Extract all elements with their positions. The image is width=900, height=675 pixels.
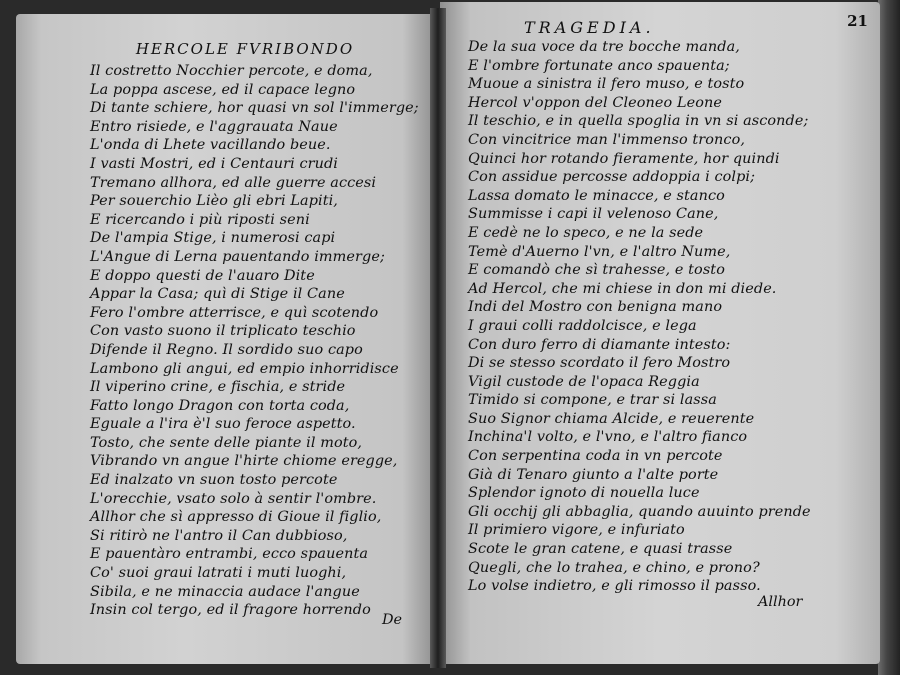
verse-line: De l'ampia Stige, i numerosi capi [90,230,336,247]
verse-line: Il teschio, e in quella spoglia in vn si asconde; [468,113,809,130]
verse-list-left [90,62,419,620]
verse-line: Sibila, e ne minaccia audace l'angue [90,583,360,600]
verse-line: Eguale a l'ira è'l suo feroce aspetto. [90,416,356,433]
verse-line: Ed inalzato vn suon tosto percote [90,472,338,489]
book-edge [878,0,900,675]
verse-line: Entro risiede, e l'aggrauata Naue [90,118,338,135]
verse-line: L'Angue di Lerna pauentando immerge; [90,248,385,265]
verse-line: E ricercando i più riposti seni [90,211,310,228]
verse-line: Si ritirò ne l'antro il Can dubbioso, [90,527,348,544]
verse-line: Fatto longo Dragon con torta coda, [90,397,350,414]
catchword-left: De [382,612,403,628]
verse-line: Appar la Casa; quì di Stige il Cane [90,286,345,303]
verse-line: Quinci hor rotando fieramente, hor quindi [468,150,780,167]
verse-line: E comandò che sì trahesse, e tosto [468,262,725,279]
verse-line: Lo volse indietro, e gli rimosso il passo. [468,578,761,595]
verse-line: Con serpentina coda in vn percote [468,448,723,465]
page-number: 21 [847,12,868,30]
verse-line: Lassa domato le minacce, e stanco [468,187,725,204]
catchword-right: Allhor [758,594,803,610]
verse-line: Gli occhij gli abbaglia, quando auuinto prende [468,503,811,520]
running-head-right: TRAGEDIA. [524,18,655,37]
verse-line: Timido si compone, e trar si lassa [468,392,717,409]
verse-line: Fero l'ombre atterrisce, e quì scotendo [90,304,379,321]
verse-line: Ad Hercol, che mi chiese in don mi diede. [468,280,777,297]
verse-line: Scote le gran catene, e quasi trasse [468,541,733,558]
verse-line: Inchina'l volto, e l'vno, e l'altro fianco [468,429,748,446]
verse-line: Di se stesso scordato il fero Mostro [468,355,731,372]
verse-line: L'orecchie, vsato solo à sentir l'ombre. [90,490,377,507]
verse-line: La poppa ascese, ed il capace legno [90,81,356,98]
verse-line: Per souerchio Lièo gli ebri Lapiti, [90,193,338,210]
verse-line: E l'ombre fortunate anco spauenta; [468,57,730,74]
verse-line: Con vasto suono il triplicato teschio [90,323,356,340]
verse-line: Insin col tergo, ed il fragore horrendo [90,602,371,619]
verse-line: Con assidue percosse addoppia i colpi; [468,169,756,186]
running-head-left: HERCOLE FVRIBONDO [135,40,355,58]
right-page [440,2,880,664]
verse-line: E cedè ne lo speco, e ne la sede [468,224,704,241]
verse-line: Tosto, che sente delle piante il moto, [90,434,363,451]
verse-line: Suo Signor chiama Alcide, e reuerente [468,410,755,427]
verse-line: Quegli, che lo trahea, e chino, e prono? [468,559,760,576]
verse-line: Allhor che sì appresso di Gioue il figlio, [90,509,382,526]
verse-line: De la sua voce da tre bocche manda, [468,39,740,55]
verse-line: Già di Tenaro giunto a l'alte porte [468,466,719,483]
verse-line: Splendor ignoto di nouella luce [468,485,700,502]
left-page [16,14,436,664]
verse-line: Summisse i capi il velenoso Cane, [468,206,719,223]
verse-line: Hercol v'oppon del Cleoneo Leone [468,94,722,111]
verse-line: Il viperino crine, e fischia, e stride [90,379,346,396]
verse-line: Lambono gli angui, ed empio inhorridisce [90,360,399,377]
verse-line: E pauentàro entrambi, ecco spauenta [90,546,369,563]
verse-line: Vigil custode de l'opaca Reggia [468,373,700,390]
verse-line: I graui colli raddolcisce, e lega [468,317,697,334]
verse-line: Indi del Mostro con benigna mano [468,299,723,316]
verse-line: Con vincitrice man l'immenso tronco, [468,131,746,148]
verse-line: Vibrando vn angue l'hirte chiome eregge, [90,453,398,470]
verse-line: Difende il Regno. Il sordido suo capo [90,341,363,358]
book-gutter [430,8,446,668]
verse-line: L'onda di Lhete vacillando beue. [90,137,331,154]
verse-line: Il primiero vigore, e infuriato [468,522,685,539]
verse-line: E doppo questi de l'auaro Dite [90,267,315,284]
verse-line: Co' suoi graui latrati i muti luoghi, [90,565,347,582]
verse-line: Di tante schiere, hor quasi vn sol l'immerge; [90,100,419,117]
verse-line: Tremano allhora, ed alle guerre accesi [90,174,377,191]
verse-line: Il costretto Nocchier percote, e doma, [90,63,373,79]
verse-line: Temè d'Auerno l'vn, e l'altro Nume, [468,243,731,260]
verse-line: Con duro ferro di diamante intesto: [468,336,731,353]
verse-list-right [468,38,811,596]
verse-line: Muoue a sinistra il fero muso, e tosto [468,76,745,93]
verse-line: I vasti Mostri, ed i Centauri crudi [90,155,338,172]
